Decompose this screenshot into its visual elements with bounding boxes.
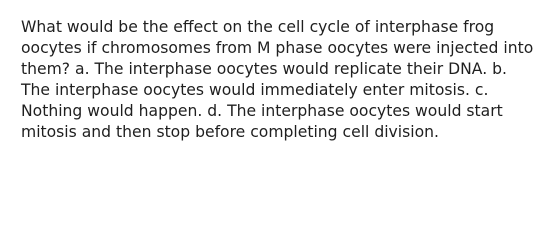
question-line: The interphase oocytes would immediately enter mitosis. c. bbox=[21, 81, 489, 99]
question-line: them? a. The interphase oocytes would replicate their DNA. b. bbox=[21, 60, 507, 78]
question-line: oocytes if chromosomes from M phase oocytes were injected into bbox=[21, 39, 534, 57]
question-line: Nothing would happen. d. The interphase oocytes would start bbox=[21, 102, 503, 120]
question-line: mitosis and then stop before completing cell division. bbox=[21, 123, 439, 141]
question-line: What would be the effect on the cell cycle of interphase frog bbox=[21, 18, 495, 36]
